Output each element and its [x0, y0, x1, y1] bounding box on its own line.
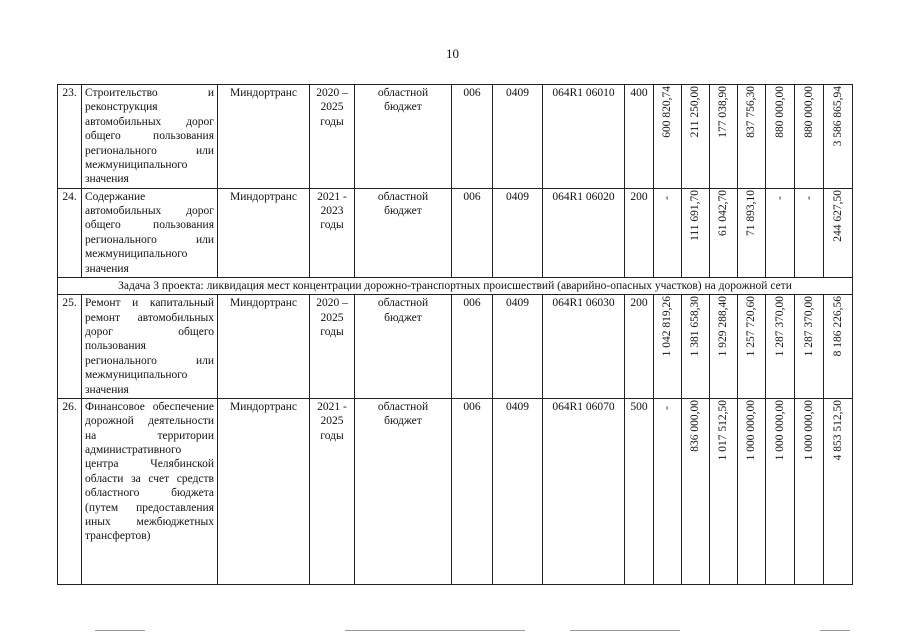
amount-value: 880 000,00	[773, 86, 786, 138]
amount-cell	[738, 295, 766, 399]
amount-cell	[710, 398, 738, 584]
grbs-code: 006	[452, 398, 493, 584]
total-cell	[824, 188, 853, 277]
total-cell	[824, 398, 853, 584]
measure-name: Ремонт и капитальный ремонт автомобильных дорог общего пользования регионального или межмуниципального значения	[82, 295, 218, 399]
amount-value: 211 250,00	[689, 86, 702, 138]
table-row	[58, 85, 853, 189]
amount-cell	[654, 85, 682, 189]
amount-value: -	[802, 195, 815, 200]
amount-value: 1 257 720,60	[745, 296, 758, 357]
amount-cell	[710, 295, 738, 399]
executor: Миндортранс	[218, 188, 310, 277]
funding-source: областной бюджет	[355, 188, 452, 277]
amount-cell	[766, 398, 795, 584]
amount-cell	[738, 398, 766, 584]
row-number: 23.	[58, 85, 82, 189]
amount-cell	[654, 295, 682, 399]
measure-name: Финансовое обеспечение дорожной деятельности на территории административного центра Челябинской области за счет средств областного бюджета (путем предоставления иных межбюджетных трансфертов)	[82, 398, 218, 584]
task-row	[58, 277, 853, 294]
amount-cell	[682, 188, 710, 277]
amount-value: 600 820,74	[661, 86, 674, 138]
funding-source: областной бюджет	[355, 85, 452, 189]
amount-value: -	[661, 195, 674, 200]
amount-cell	[710, 85, 738, 189]
amount-value: 836 000,00	[689, 399, 702, 452]
amount-value: 61 042,70	[717, 189, 730, 236]
row-number: 24.	[58, 188, 82, 277]
row-number: 26.	[58, 398, 82, 584]
amount-value: 1 000 000,00	[773, 399, 786, 461]
amount-value: -	[773, 195, 786, 200]
total-cell	[824, 85, 853, 189]
amount-cell	[738, 85, 766, 189]
table-row	[58, 188, 853, 277]
amount-cell	[682, 398, 710, 584]
total-value: 3 586 865,94	[831, 86, 844, 147]
amount-cell	[738, 188, 766, 277]
csr-code: 064R1 06020	[543, 188, 625, 277]
amount-value: 1 929 288,40	[717, 296, 730, 357]
table-row	[58, 295, 853, 399]
amount-cell	[682, 85, 710, 189]
executor: Миндортранс	[218, 85, 310, 189]
rzpr-code: 0409	[493, 85, 543, 189]
measure-name: Строительство и реконструкция автомобильных дорог общего пользования регионального или межмуниципального значения	[82, 85, 218, 189]
amount-value: 837 756,30	[745, 86, 758, 138]
task-heading: Задача 3 проекта: ликвидация мест концентрации дорожно-транспортных происшествий (аварийно-опасных участков) на дорожной сети	[58, 277, 853, 294]
csr-code: 064R1 06010	[543, 85, 625, 189]
csr-code: 064R1 06070	[543, 398, 625, 584]
grbs-code: 006	[452, 188, 493, 277]
total-cell	[824, 295, 853, 399]
grbs-code: 006	[452, 85, 493, 189]
vr-code: 500	[625, 398, 654, 584]
amount-value: 880 000,00	[802, 86, 815, 138]
amount-value: 1 381 658,30	[689, 296, 702, 357]
vr-code: 200	[625, 295, 654, 399]
amount-cell	[710, 188, 738, 277]
funding-source: областной бюджет	[355, 295, 452, 399]
amount-cell	[766, 85, 795, 189]
rzpr-code: 0409	[493, 188, 543, 277]
amount-value: 1 000 000,00	[802, 399, 815, 461]
amount-cell	[766, 295, 795, 399]
rzpr-code: 0409	[493, 398, 543, 584]
vr-code: 200	[625, 188, 654, 277]
amount-value: 1 042 819,26	[661, 296, 674, 357]
amount-cell	[654, 188, 682, 277]
grbs-code: 006	[452, 295, 493, 399]
total-value: 244 627,50	[831, 189, 844, 242]
amount-value: 1 017 512,50	[717, 399, 730, 461]
period: 2020 – 2025 годы	[310, 85, 355, 189]
scan-artifacts	[0, 628, 905, 632]
period: 2021 - 2025 годы	[310, 398, 355, 584]
page-number: 10	[446, 46, 459, 61]
row-number: 25.	[58, 295, 82, 399]
rzpr-code: 0409	[493, 295, 543, 399]
measure-name: Содержание автомобильных дорог общего пользования регионального или межмуниципального значения	[82, 188, 218, 277]
amount-value: 1 287 370,00	[773, 296, 786, 357]
amount-cell	[795, 188, 824, 277]
amount-value: 71 893,10	[745, 189, 758, 236]
amount-cell	[766, 188, 795, 277]
period: 2021 - 2023 годы	[310, 188, 355, 277]
executor: Миндортранс	[218, 398, 310, 584]
funding-source: областной бюджет	[355, 398, 452, 584]
amount-value: -	[661, 406, 674, 410]
period: 2020 – 2025 годы	[310, 295, 355, 399]
budget-table	[57, 84, 853, 585]
amount-value: 177 038,90	[717, 86, 730, 138]
csr-code: 064R1 06030	[543, 295, 625, 399]
amount-cell	[795, 85, 824, 189]
amount-value: 1 000 000,00	[745, 399, 758, 461]
amount-cell	[682, 295, 710, 399]
table-row	[58, 398, 853, 584]
vr-code: 400	[625, 85, 654, 189]
amount-cell	[795, 398, 824, 584]
amount-value: 111 691,70	[689, 189, 702, 241]
amount-value: 1 287 370,00	[802, 296, 815, 357]
total-value: 8 186 226,56	[831, 296, 844, 357]
amount-cell	[654, 398, 682, 584]
total-value: 4 853 512,50	[831, 399, 844, 461]
executor: Миндортранс	[218, 295, 310, 399]
amount-cell	[795, 295, 824, 399]
